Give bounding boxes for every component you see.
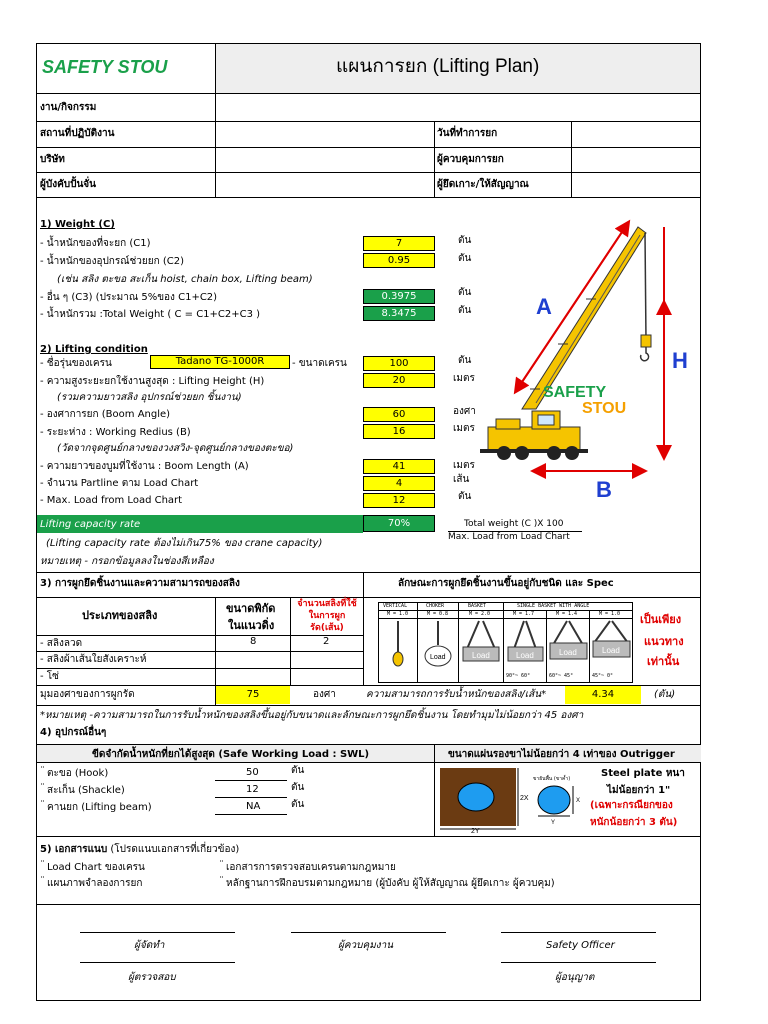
crane-model-label: - ชื่อรุ่นของเครน — [40, 358, 112, 369]
swl-heading: ขีดจำกัดน้ำหนักที่ยกได้สูงสุด (Safe Working Load : SWL) — [92, 749, 370, 760]
svg-text:60°~ 45°: 60°~ 45° — [549, 673, 574, 679]
signature-prepared: ผู้จัดทำ — [134, 940, 165, 951]
lift-height-label: - ความสูงระยะยกใช้งานสูงสุด : Lifting Height (H) — [40, 376, 265, 387]
boom-angle-value[interactable]: 60 — [363, 407, 435, 422]
lift-height-note: (รวมความยาวสลิง อุปกรณ์ช่วยยก ชิ้นงาน) — [57, 392, 242, 403]
hitch-factor-3: M = 2.0 — [469, 611, 491, 617]
diagram-label-h: H — [672, 348, 688, 373]
boom-angle-label: - องศาการยก (Boom Angle) — [40, 409, 171, 420]
svg-text:ขายันพื้น (ขาค้ำ): ขายันพื้น (ขาค้ำ) — [533, 776, 571, 782]
attachment-bullet-3[interactable]: ¨ — [219, 860, 224, 871]
c3-label: - อื่น ๆ (C3) (ประมาณ 5%ของ C1+C2) — [40, 292, 218, 303]
plate-note-2: ไม่น้อยกว่า 1" — [607, 785, 671, 796]
col-size-line1: ขนาดพิกัด — [226, 602, 276, 615]
weight-heading: 1) Weight (C) — [40, 219, 115, 230]
svg-text:Load: Load — [516, 651, 534, 660]
equipment-hook-label: ตะขอ (Hook) — [47, 768, 109, 779]
equipment-hook-value[interactable]: 50 — [246, 767, 259, 778]
svg-text:Load: Load — [430, 654, 446, 661]
signature-line-checker[interactable] — [80, 962, 235, 963]
total-weight-unit: ตัน — [458, 305, 472, 316]
attachment-training: หลักฐานการฝึกอบรมตามกฎหมาย (ผู้บังคับ ผู้ให้สัญญาณ ผู้ยึดเกาะ ผู้ควบคุม) — [226, 878, 555, 889]
sling-capacity-label: ความสามารถการรับน้ำหนักของสลิง/เส้น* — [366, 689, 547, 700]
attachments-heading — [40, 844, 239, 855]
rigger-label: ผู้ยึดเกาะ/ให้สัญญาณ — [437, 179, 529, 190]
hitch-chart — [378, 602, 633, 683]
c1-unit: ตัน — [458, 235, 472, 246]
partline-label: - จำนวน Partline ตาม Load Chart — [40, 478, 199, 489]
rigging-remark: *หมายเหตุ -ความสามารถในการรับน้ำหนักของสลิงขึ้นอยู่กับขนาดและลักษณะการผูกยึดชิ้นงาน โดยทำมุมไม่น้อยกว่า 45 องศา — [40, 710, 584, 721]
equipment-beam-value[interactable]: NA — [246, 801, 261, 812]
outrigger-pad-diagram — [438, 766, 598, 834]
hook-icon — [641, 347, 649, 361]
lift-controller-label: ผู้ควบคุมการยก — [437, 154, 504, 165]
equipment-bullet-shackle: ¨ — [40, 783, 45, 794]
sling-row-wire-count[interactable]: 2 — [323, 636, 330, 647]
signature-line-controller[interactable] — [291, 932, 446, 933]
signature-line-safety[interactable] — [501, 932, 656, 933]
equipment-beam-unit: ตัน — [291, 799, 305, 810]
c2-unit: ตัน — [458, 253, 472, 264]
hitch-factor-1: M = 1.0 — [387, 611, 409, 617]
signature-approver: ผู้อนุญาต — [555, 972, 595, 983]
hitch-header-basket: BASKET — [468, 603, 487, 609]
sling-angle-unit: องศา — [313, 689, 336, 700]
svg-text:90°~ 60°: 90°~ 60° — [506, 673, 531, 679]
svg-text:Load: Load — [602, 646, 620, 655]
company-label: บริษัท — [40, 154, 65, 165]
hitch-header-angle: SINGLE BASKET WITH ANGLE — [517, 603, 590, 609]
diagram-logo-bottom: STOU — [582, 400, 627, 417]
c1-label: - น้ำหนักของที่จะยก (C1) — [40, 238, 151, 249]
work-radius-unit: เมตร — [453, 423, 475, 434]
work-radius-value[interactable]: 16 — [363, 424, 435, 439]
col-size-line2: ในแนวดิ่ง — [228, 619, 275, 632]
attachment-bullet-2[interactable]: ¨ — [40, 876, 45, 887]
equipment-bullet-hook: ¨ — [40, 766, 45, 777]
equipment-beam-label: คานยก (Lifting beam) — [47, 802, 152, 813]
plate-note-3: (เฉพาะกรณียกของ — [590, 800, 673, 811]
signature-line-approver[interactable] — [501, 962, 656, 963]
crane-diagram — [478, 213, 700, 505]
attachments-heading-text: 5) เอกสารแนบ — [40, 844, 108, 855]
supervisor-field[interactable] — [216, 173, 433, 197]
hitch-load-vertical — [393, 652, 403, 666]
lift-date-label: วันที่ทำการยก — [437, 128, 498, 139]
partline-unit: เส้น — [453, 474, 470, 485]
diagram-logo-top: SAFETY — [543, 384, 607, 401]
attachment-bullet-1[interactable]: ¨ — [40, 860, 45, 871]
site-field[interactable] — [216, 122, 433, 147]
equipment-hook-unit: ตัน — [291, 765, 305, 776]
page-title: แผนการยก (Lifting Plan) — [336, 56, 540, 77]
signature-checker: ผู้ตรวจสอบ — [128, 972, 176, 983]
svg-text:Load: Load — [559, 648, 577, 657]
lift-height-value[interactable]: 20 — [363, 373, 435, 388]
attachment-crane-inspection: เอกสารการตรวจสอบเครนตามกฎหมาย — [226, 862, 396, 873]
boom-length-value[interactable]: 41 — [363, 459, 435, 474]
max-load-value[interactable]: 12 — [363, 493, 435, 508]
max-load-label: - Max. Load from Load Chart — [40, 495, 183, 506]
attachment-lift-sim: แผนภาพจำลองการยก — [47, 878, 143, 889]
outrigger-foot-large — [458, 783, 494, 811]
c2-note: (เช่น สลิง ตะขอ สะเก็น hoist, chain box, Lifting beam) — [57, 274, 313, 285]
svg-text:Y: Y — [551, 820, 556, 826]
rate-formula-top: Total weight (C )X 100 — [464, 519, 564, 529]
lift-height-unit: เมตร — [453, 373, 475, 384]
svg-text:2Y: 2Y — [471, 828, 480, 834]
hitch-header-vertical: VERTICAL — [383, 603, 408, 609]
outrigger-heading: ขนาดแผ่นรองขาไม่น้อยกว่า 4 เท่าของ Outrigger — [448, 749, 675, 760]
lift-date-field[interactable] — [572, 122, 700, 147]
plate-note-4: หนักน้อยกว่า 3 ตัน) — [590, 817, 678, 828]
diagram-label-a: A — [536, 294, 552, 319]
sling-angle-value[interactable]: 75 — [216, 686, 290, 704]
svg-text:45°~ 0°: 45°~ 0° — [592, 673, 614, 679]
c2-label: - น้ำหนักของอุปกรณ์ช่วยยก (C2) — [40, 256, 185, 267]
attachment-bullet-4[interactable]: ¨ — [219, 876, 224, 887]
c3-unit: ตัน — [458, 287, 472, 298]
c3-value: 0.3975 — [363, 289, 435, 304]
equipment-bullet-beam: ¨ — [40, 800, 45, 811]
diagram-label-b: B — [596, 477, 612, 502]
rigging-heading: 3) การผูกยึดชิ้นงานและความสามารถของสลิง — [40, 578, 240, 589]
svg-text:X: X — [576, 798, 581, 804]
activity-label: งาน/กิจกรรม — [40, 102, 97, 113]
svg-text:2X: 2X — [520, 795, 529, 802]
sling-row-web-label: - สลิงผ้าเส้นใยสังเคราะห์ — [40, 654, 147, 665]
attachments-heading-note: (โปรดแนบเอกสารที่เกี่ยวข้อง) — [107, 844, 240, 855]
sling-capacity-value: 4.34 — [565, 686, 641, 704]
equipment-shackle-label: สะเก็น (Shackle) — [47, 785, 125, 796]
hoist-line — [645, 233, 646, 341]
partline-value[interactable]: 4 — [363, 476, 435, 491]
hitch-factor-6: M = 1.0 — [599, 611, 621, 617]
max-load-unit: ตัน — [458, 491, 472, 502]
total-weight-label: - น้ำหนักรวม :Total Weight ( C = C1+C2+C3 ) — [40, 309, 261, 320]
spec-heading: ลักษณะการผูกยึดชิ้นงานขึ้นอยู่กับชนิด และ Spec — [398, 578, 614, 589]
attachment-load-chart: Load Chart ของเครน — [47, 862, 145, 873]
boom-angle-unit: องศา — [453, 406, 476, 417]
rate-formula-bottom: Max. Load from Load Chart — [448, 532, 570, 542]
crane-size-unit: ตัน — [458, 355, 472, 366]
hitch-factor-4: M = 1.7 — [513, 611, 535, 617]
total-weight-value: 8.3475 — [363, 306, 435, 321]
svg-text:Load: Load — [472, 651, 490, 660]
header-logo-text: SAFETY STOU — [42, 57, 168, 77]
rate-value: 70% — [363, 515, 435, 532]
outrigger-foot-small — [538, 786, 570, 814]
rate-label: Lifting capacity rate — [40, 519, 141, 530]
site-label: สถานที่ปฏิบัติงาน — [40, 128, 115, 139]
equipment-shackle-unit: ตัน — [291, 782, 305, 793]
sling-row-wire-label: - สลิงลวด — [40, 638, 83, 649]
work-radius-label: - ระยะห่าง : Working Redius (B) — [40, 427, 191, 438]
hitch-header-choker: CHOKER — [426, 603, 445, 609]
lift-controller-field[interactable] — [572, 148, 700, 172]
hook-block — [641, 335, 651, 347]
hitch-side-note-3: เท่านั้น — [647, 655, 680, 668]
signature-safety: Safety Officer — [546, 940, 615, 951]
hitch-side-note-1: เป็นเพียง — [640, 613, 682, 626]
sling-capacity-unit: (ตัน) — [654, 689, 676, 700]
hitch-factor-5: M = 1.4 — [556, 611, 578, 617]
boom-length-label: - ความยาวของบูมที่ใช้งาน : Boom Length (A) — [40, 461, 249, 472]
supervisor-label: ผู้บังคับปั้นจั่น — [40, 179, 97, 190]
sling-angle-label: มุมองศาของการผูกรัด — [40, 689, 135, 700]
company-field[interactable] — [216, 148, 433, 172]
c1-value[interactable]: 7 — [363, 236, 435, 251]
work-radius-note: (วัดจากจุดศูนย์กลางของวงสวิง-จุดศูนย์กลางของตะขอ) — [57, 443, 294, 454]
sling-row-chain-label: - โซ่ — [40, 671, 59, 682]
rate-note: (Lifting capacity rate ต้องไม่เกิน75% ของ crane capacity) — [46, 538, 323, 549]
hitch-side-note-2: แนวทาง — [644, 635, 684, 648]
fill-note: หมายเหตุ - กรอกข้อมูลลงในช่องสีเหลือง — [40, 556, 214, 567]
equipment-heading: 4) อุปกรณ์อื่นๆ — [40, 727, 107, 738]
hitch-factor-2: M = 0.8 — [427, 611, 449, 617]
sling-row-wire-size[interactable]: 8 — [250, 636, 257, 647]
crane-size-value[interactable]: 100 — [363, 356, 435, 371]
boom-length-unit: เมตร — [453, 460, 475, 471]
lifting-heading: 2) Lifting condition — [40, 344, 148, 355]
col-sling-type: ประเภทของสลิง — [82, 609, 158, 622]
activity-field[interactable] — [216, 94, 700, 121]
rigger-field[interactable] — [572, 173, 700, 197]
col-sling-count: จำนวนสลิงที่ใช้ในการผูกรัด(เส้น) — [297, 599, 357, 633]
crane-model-value[interactable]: Tadano TG-1000R — [150, 355, 290, 369]
header-logo — [42, 58, 167, 78]
plate-note-1: Steel plate หนา — [601, 768, 685, 779]
crane-size-label: - ขนาดเครน — [292, 358, 347, 369]
signature-controller: ผู้ควบคุมงาน — [338, 940, 394, 951]
signature-line-prepared[interactable] — [80, 932, 235, 933]
equipment-shackle-value[interactable]: 12 — [246, 784, 259, 795]
crane-body — [480, 411, 588, 460]
c2-value[interactable]: 0.95 — [363, 253, 435, 268]
